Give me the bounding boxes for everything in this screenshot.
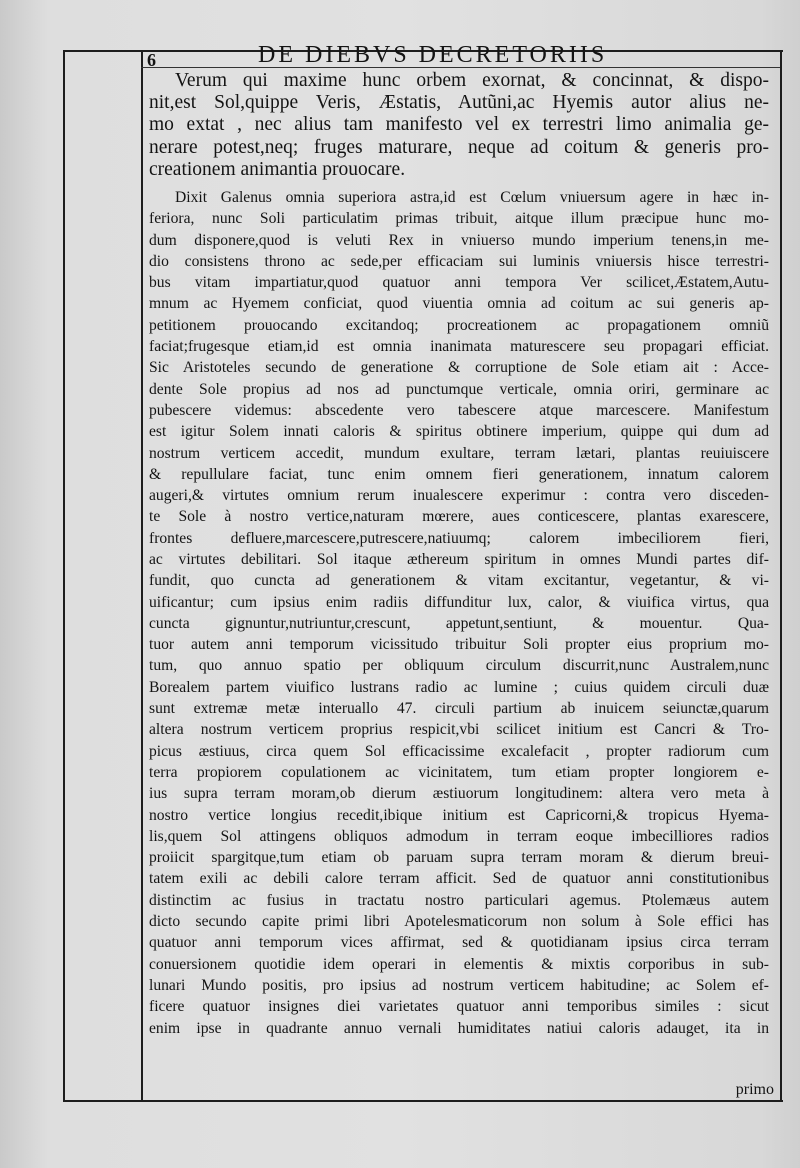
bottom-rule [63,1100,783,1102]
text-line: sunt extremæ metæ interuallo 47. circuli partium ab inuicem seiunctæ,quarum [149,700,769,718]
text-line: dente Sole propius ad nos ad punctumque verticale, omnia oriri, germinare ac [149,380,769,398]
body-paragraph [149,187,769,1039]
text-line: distinctim ac fusius in tractatu nostro particulari agemus. Ptolemæus autem [149,891,769,909]
text-line: dio consistens throno ac sede,per efficaciam sui luminis vniuersis hisce terrestri- [149,252,769,270]
right-margin-rule [780,50,782,1102]
text-line: tuor autem anni temporum vicissitudo tribuitur Soli propter eius proprium mo- [149,636,769,654]
text-line: Verum qui maxime hunc orbem exornat, & concinnat, & dispo- [175,70,769,91]
catchword: primo [735,1081,774,1098]
text-line: cuncta gignuntur,nutriuntur,crescunt, appetunt,sentiunt, & mouentur. Qua- [149,614,769,632]
text-line: ficere quatuor insignes diei varietates quatuor anni temporibus similes : sicut [149,998,769,1016]
text-line: fundit, quo cuncta ad generationem & vitam excitantur, vegetantur, & vi- [149,572,769,590]
text-line: mo extat , nec alius tam manifesto vel ex terrestri limo animalia ge- [149,114,769,136]
text-line: quatuor anni temporum vices affirmat, sed & quotidianam ipsius circa terram [149,934,769,952]
text-line: te Sole à nostro vertice,naturam mœrere, aues conticescere, plantas exarescere, [149,508,769,526]
main-text [149,70,769,1039]
text-line: lunari Mundo positis, pro ipsius ad nostrum verticem habitudine; ac Solem ef- [149,976,769,994]
text-line: nit,est Sol,quippe Veris, Æstatis, Autũni,ac Hyemis autor alius ne- [149,92,769,114]
outer-margin-rule [63,50,65,1100]
text-line: nostrum verticem accedit, mundum exultare, terram lætari, plantas reuiuiscere [149,444,769,462]
text-line: petitionem prouocando excitandoq; procreationem ac propagationem omniũ [149,316,769,334]
text-line: dicto secundo capite primi libri Apotelesmaticorum non solum à Sole effici has [149,913,769,931]
text-line: nostro vertice longius recedit,ibique initium est Capricorni,& tropicus Hyema- [149,806,769,824]
text-line: Borealem partem viuifico lustrans radio ac lumine ; cuius quidem circuli duæ [149,678,769,696]
text-line: tatem exili ac debili calore terram afficit. Sed de quatuor anni constitutionibus [149,870,769,888]
text-line: picus æstiuus, circa quem Sol efficacissime excalefacit , propter radiorum cum [149,742,769,760]
text-line: mnum ac Hyemem conficiat, quod viuentia omnia ad coitum ac sui generis ap- [149,295,769,313]
text-line: lis,quem Sol attingens obliquos admodum in terram eoque imbecilliores radios [149,827,769,845]
text-line: Sic Aristoteles secundo de generatione & corruptione de Sole etiam ait : Acce- [149,359,769,377]
text-line: uificantur; cum ipsius enim radiis diffunditur lux, calor, & viuifica virtus, qua [149,593,769,611]
text-line: ac virtutes debilitari. Sol itaque æthereum spiritum in omnes Mundi partes dif- [149,550,769,568]
text-line: conuersionem quotidie idem operari in elementis & mixtis corporibus in sub- [149,955,769,973]
text-line: Dixit Galenus omnia superiora astra,id est Cœlum vniuersum agere in hæc in- [175,188,769,206]
running-head: DE DIEBVS DECRETORIIS [258,42,608,68]
text-line: nerare potest,neq; fruges maturare, neque ad coitum & generis pro- [149,136,769,158]
text-line: terra propiorem copulationem ac vicinitatem, tum etiam propter longiorem e- [149,763,769,781]
text-line: feriora, nunc Soli particulatim primas tribuit, aitque illum præcipue hunc mo- [149,210,769,228]
page-number: 6 [147,50,156,70]
text-line: proiicit spargitque,tum etiam ob paruam supra terram moram & dierum breui- [149,849,769,867]
text-line: pubescere videmus: abscedente vero tabescere atque marcescere. Manifestum [149,401,769,419]
text-line: tum, quo annuo spatio per obliquum circulum discurrit,nunc Australem,nunc [149,657,769,675]
text-line: faciat;frugesque etiam,id est omnia inanimata maturescere seu propagari efficiat. [149,338,769,356]
text-line: bus vitam impartiatur,quod quatuor anni tempora Ver scilicet,Æstatem,Autu- [149,274,769,292]
text-line: altera nostrum verticem proprius respicit,vbi scilicet initium est Cancri & Tro- [149,721,769,739]
text-line: augeri,& virtutes omnium rerum inualescere experimur : contra vero discеden- [149,487,769,505]
inner-margin-rule [141,50,143,1100]
text-line: & repullulare faciat, tunc enim omnem fieri generationem, innatum calorem [149,465,769,483]
text-line: est igitur Solem innati caloris & spiritus obtinere imperium, quippe qui dum ad [149,423,769,441]
text-line: enim ipse in quadrante annuo vernali humiditates natiui caloris adauget, ita in [149,1019,769,1037]
text-line: dum disponere,quod is veluti Rex in vniuerso mundo imperium tenens,in me- [149,231,769,249]
text-line: ius supra terram moram,ob dierum æstiuorum longitudinem: altera vero meta à [149,785,769,803]
text-line: frontes defluere,marcescere,putrescere,natiuumq; calorem imbeciliorem fieri, [149,529,769,547]
lead-paragraph [149,70,769,181]
text-line: creationem animantia prouocare. [149,158,406,180]
